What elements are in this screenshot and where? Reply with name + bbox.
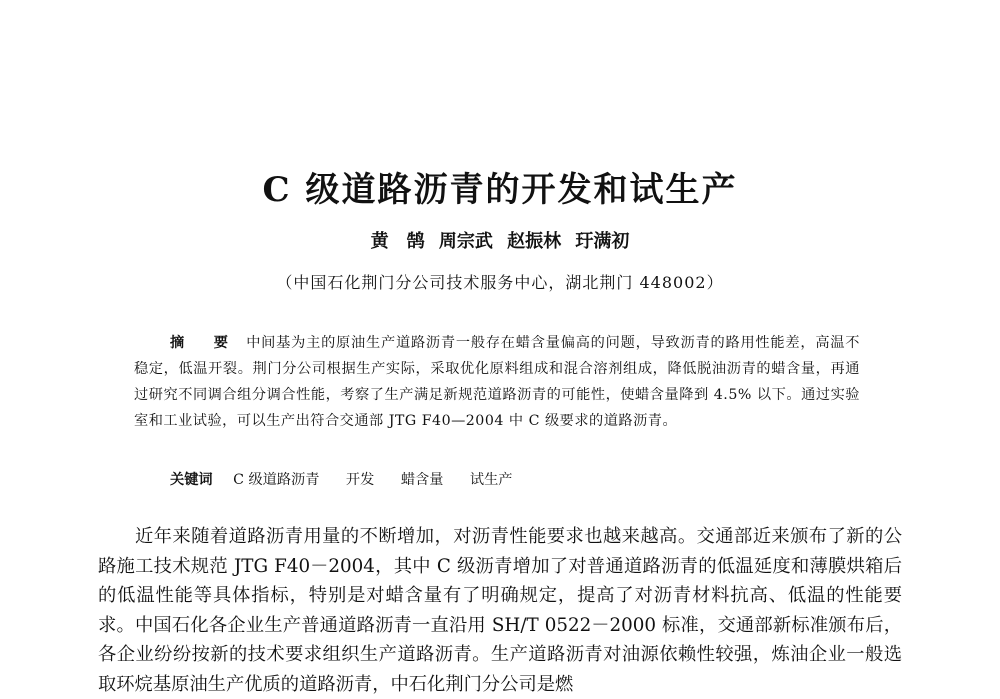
author-affiliation: （中国石化荆门分公司技术服务中心，湖北荆门 448002）	[276, 273, 724, 292]
abstract-label: 摘 要	[170, 335, 241, 351]
keywords	[170, 468, 535, 492]
abstract-text: 中间基为主的原油生产道路沥青一般存在蜡含量偏高的问题，导致沥青的路用性能差，高温不稳定，低温开裂。荆门分公司根据生产实际，采取优化原料组成和混合溶剂组成，降低脱油沥青的蜡含量，再通过研究不同调合组分调合性能，考察了生产满足新规范道路沥青的可能性，使蜡含量降到 4.5% 以下。通过实验室和工业试验，可以生产出符合交通部 JTG F40—2004 中 C 级要求的道路沥青。	[134, 335, 860, 429]
abstract	[134, 330, 860, 434]
paper-title: C 级道路沥青的开发和试生产	[262, 170, 738, 210]
keywords-label: 关键词	[170, 472, 213, 488]
keyword: 开发	[345, 472, 375, 488]
keyword: C 级道路沥青	[233, 472, 320, 488]
keyword: 试生产	[469, 472, 513, 488]
author-name: 玗满初	[575, 231, 630, 252]
author-list	[0, 229, 1000, 255]
keyword: 蜡含量	[400, 472, 444, 488]
author-name: 黄 鹄	[370, 231, 425, 252]
body-paragraph: 近年来随着道路沥青用量的不断增加，对沥青性能要求也越来越高。交通部近来颁布了新的公路施工技术规范 JTG F40－2004，其中 C 级沥青增加了对普通道路沥青的低温延度和薄膜烘箱后的低温性能等具体指标，特别是对蜡含量有了明确规定，提高了对沥青材料抗高、低温的性能要求。中国石化各企业生产普通道路沥青一直沿用 SH/T 0522－2000 标准，交通部新标准颁布后，各企业纷纷按新的技术要求组织生产道路沥青。生产道路沥青对油源依赖性较强，炼油企业一般选取环烷基原油生产优质的道路沥青，中石化荆门分公司是燃	[98, 526, 902, 695]
author-name: 周宗武	[438, 231, 493, 252]
author-name: 赵振林	[507, 231, 562, 252]
